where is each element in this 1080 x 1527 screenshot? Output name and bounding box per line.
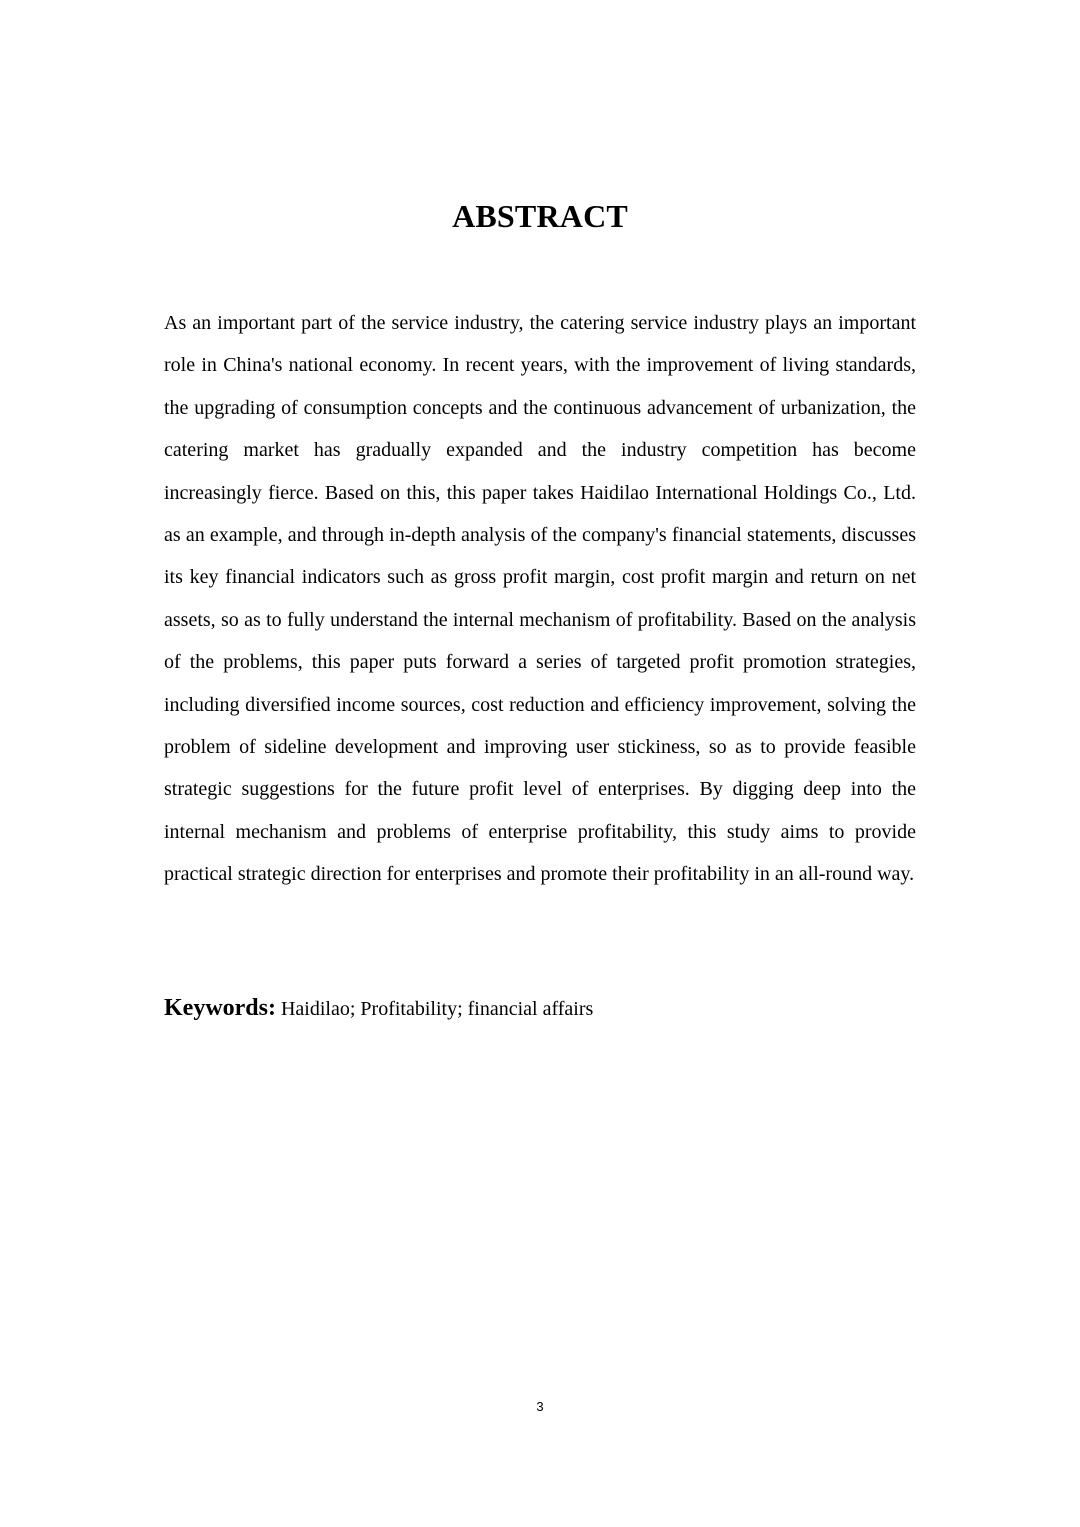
abstract-title: ABSTRACT (452, 198, 628, 234)
keywords-label: Keywords: (164, 995, 276, 1021)
keywords-value: Haidilao; Profitability; financial affairs (280, 998, 594, 1020)
page-number: 3 (536, 1399, 544, 1414)
abstract-body: As an important part of the service industry, the catering service industry plays an important role in China's national economy. In recent years, with the improvement of living standards, the upgrading of consumption concepts and the continuous advancement of urbanization, the catering market has gradually expanded and the industry competition has become increasingly fierce. Based on this, this paper takes Haidilao International Holdings Co., Ltd. as an example, and through in-depth analysis of the company's financial statements, discusses its key financial indicators such as gross profit margin, cost profit margin and return on net assets, so as to fully understand the internal mechanism of profitability. Based on the analysis of the problems, this paper puts forward a series of targeted profit promotion strategies, including diversified income sources, cost reduction and efficiency improvement, solving the problem of sideline development and improving user stickiness, so as to provide feasible strategic suggestions for the future profit level of enterprises. By digging deep into the internal mechanism and problems of enterprise profitability, this study aims to provide practical strategic direction for enterprises and promote their profitability in an all-round way. (164, 312, 916, 886)
keywords-line (164, 990, 916, 1027)
